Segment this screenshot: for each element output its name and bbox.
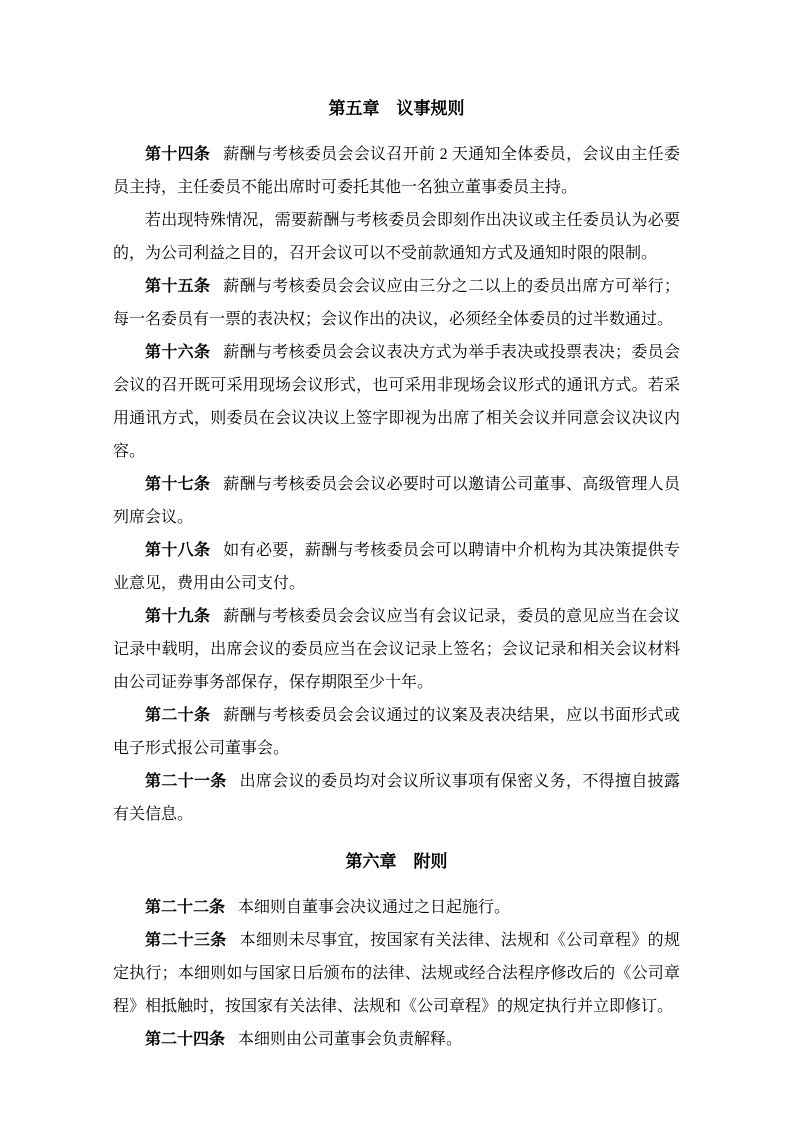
article-24-text: 本细则由公司董事会负责解释。 (238, 1031, 463, 1048)
article-18-text: 如有必要，薪酬与考核委员会可以聘请中介机构为其决策提供专业意见，费用由公司支付。 (113, 542, 680, 592)
article-14-text: 薪酬与考核委员会会议召开前 2 天通知全体委员，会议由主任委员主持，主任委员不能出席时可委托其他一名独立董事委员主持。 (113, 146, 680, 196)
article-16-text: 薪酬与考核委员会会议表决方式为举手表决或投票表决；委员会会议的召开既可采用现场会议形式，也可采用非现场会议形式的通讯方式。若采用通讯方式，则委员在会议决议上签字即视为出席了相关会议并同意会议决议内容。 (113, 344, 680, 460)
article-17 (113, 468, 680, 534)
article-14-continuation (113, 204, 680, 270)
article-24 (113, 1023, 680, 1056)
article-23-text: 本细则未尽事宜，按国家有关法律、法规和《公司章程》的规定执行；本细则如与国家日后颁布的法律、法规或经合法程序修改后的《公司章程》相抵触时，按国家有关法律、法规和《公司章程》的规定执行并立即修订。 (113, 932, 680, 1015)
article-23 (113, 924, 680, 1023)
article-22-label: 第二十二条 (145, 899, 226, 916)
article-17-text: 薪酬与考核委员会会议必要时可以邀请公司董事、高级管理人员列席会议。 (113, 476, 680, 526)
article-17-label: 第十七条 (145, 476, 211, 493)
article-24-label: 第二十四条 (145, 1031, 226, 1048)
article-21-label: 第二十一条 (145, 773, 227, 790)
article-18-label: 第十八条 (145, 542, 211, 559)
article-15 (113, 270, 680, 336)
article-14-continuation-text: 若出现特殊情况，需要薪酬与考核委员会即刻作出决议或主任委员认为必要的，为公司利益之目的，召开会议可以不受前款通知方式及通知时限的限制。 (113, 212, 680, 262)
article-21-text: 出席会议的委员均对会议所议事项有保密义务，不得擅自披露有关信息。 (113, 773, 680, 823)
article-20 (113, 699, 680, 765)
chapter-5-heading: 第五章 议事规则 (328, 99, 465, 118)
article-19-text: 薪酬与考核委员会会议应当有会议记录，委员的意见应当在会议记录中载明，出席会议的委员应当在会议记录上签名；会议记录和相关会议材料由公司证券事务部保存，保存期限至少十年。 (113, 608, 680, 691)
article-15-label: 第十五条 (145, 278, 211, 295)
article-15-text: 薪酬与考核委员会会议应由三分之二以上的委员出席方可举行；每一名委员有一票的表决权；会议作出的决议，必须经全体委员的过半数通过。 (113, 278, 680, 328)
article-18 (113, 534, 680, 600)
article-16-label: 第十六条 (145, 344, 211, 361)
article-21 (113, 765, 680, 831)
article-22-text: 本细则自董事会决议通过之日起施行。 (238, 899, 511, 916)
article-14-label: 第十四条 (145, 146, 211, 163)
article-20-label: 第二十条 (145, 707, 211, 724)
article-22 (113, 891, 680, 924)
article-19 (113, 600, 680, 699)
chapter-6-heading: 第六章 附则 (345, 852, 448, 871)
article-14 (113, 138, 680, 204)
article-23-label: 第二十三条 (145, 932, 227, 949)
article-16 (113, 336, 680, 468)
article-20-text: 薪酬与考核委员会会议通过的议案及表决结果，应以书面形式或电子形式报公司董事会。 (113, 707, 680, 757)
article-19-label: 第十九条 (145, 608, 211, 625)
